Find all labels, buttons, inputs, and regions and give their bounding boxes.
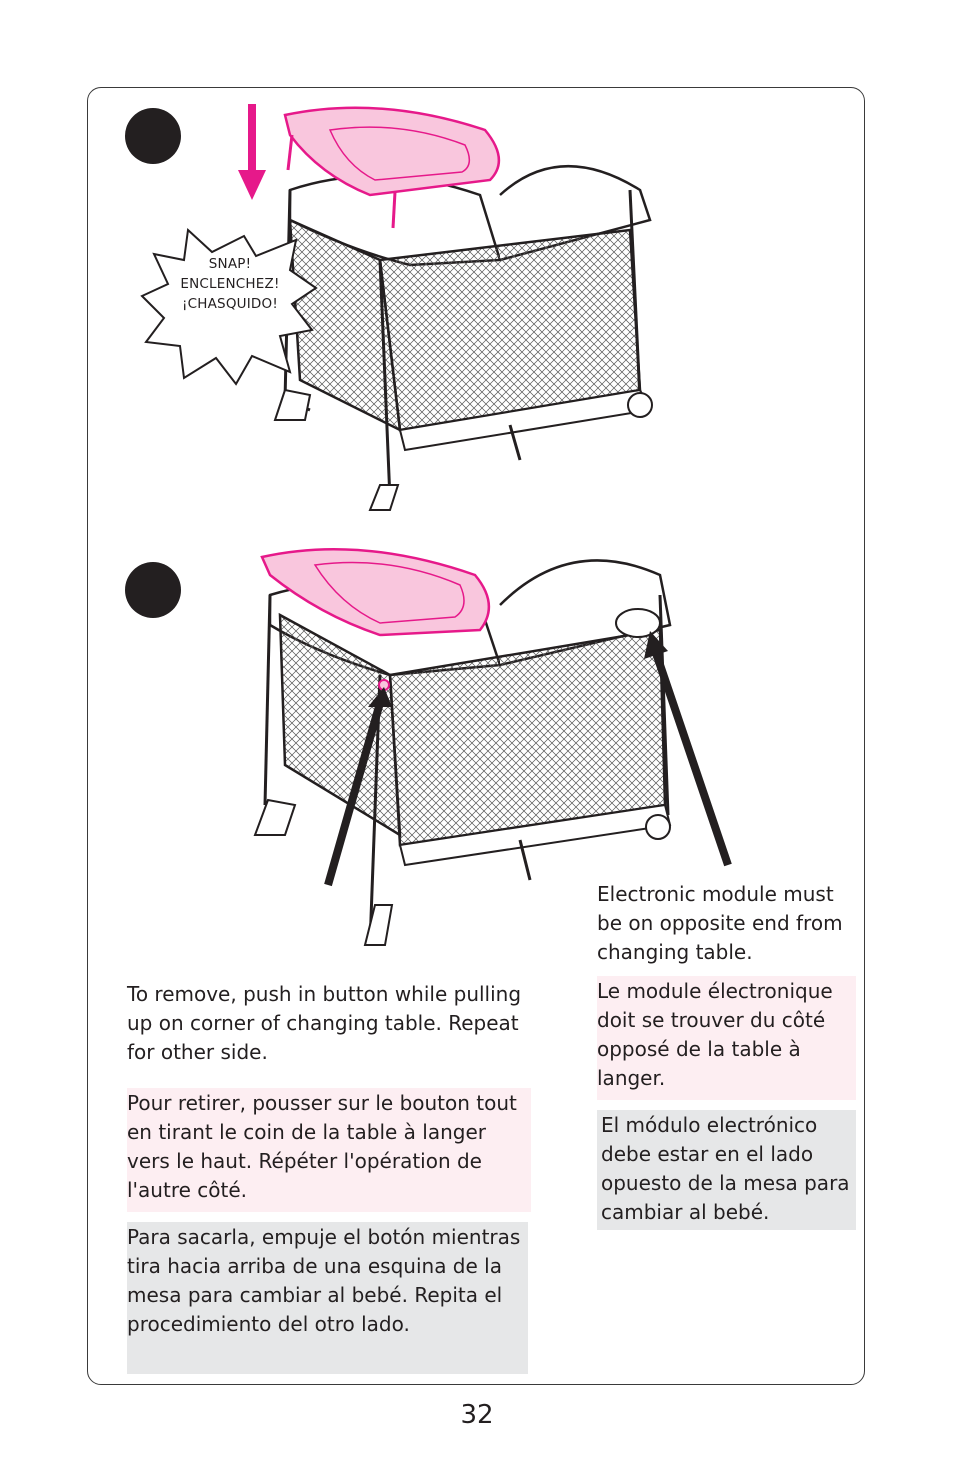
module-instruction-fr: Le module électronique doit se trouver du côté opposé de la table à langer. bbox=[597, 976, 856, 1100]
snap-line-es: ¡CHASQUIDO! bbox=[182, 296, 278, 312]
step-2-bullet bbox=[125, 562, 181, 618]
remove-instruction-fr: Pour retirer, pousser sur le bouton tout en tirant le coin de la table à langer vers le haut. Répéter l'opération de l'autre côté. bbox=[127, 1088, 531, 1212]
step-1-bullet bbox=[125, 108, 181, 164]
snap-line-fr: ENCLENCHEZ! bbox=[180, 276, 280, 292]
snap-line-en: SNAP! bbox=[208, 256, 252, 272]
electronic-module-icon bbox=[616, 609, 660, 637]
remove-instruction-es: Para sacarla, empuje el botón mientras tira hacia arriba de una esquina de la mesa para cambiar al bebé. Repita el procedimiento del otro lado. bbox=[127, 1222, 528, 1374]
module-instruction-en: Electronic module must be on opposite end from changing table. bbox=[597, 882, 843, 964]
module-instruction-es: El módulo electrónico debe estar en el lado opuesto de la mesa para cambiar al bebé. bbox=[597, 1110, 856, 1230]
page-number: 32 bbox=[460, 1400, 494, 1430]
remove-instruction-en: To remove, push in button while pulling up on corner of changing table. Repeat for other side. bbox=[127, 982, 522, 1064]
snap-callout-text bbox=[166, 254, 294, 314]
push-down-arrow-icon bbox=[238, 104, 266, 200]
